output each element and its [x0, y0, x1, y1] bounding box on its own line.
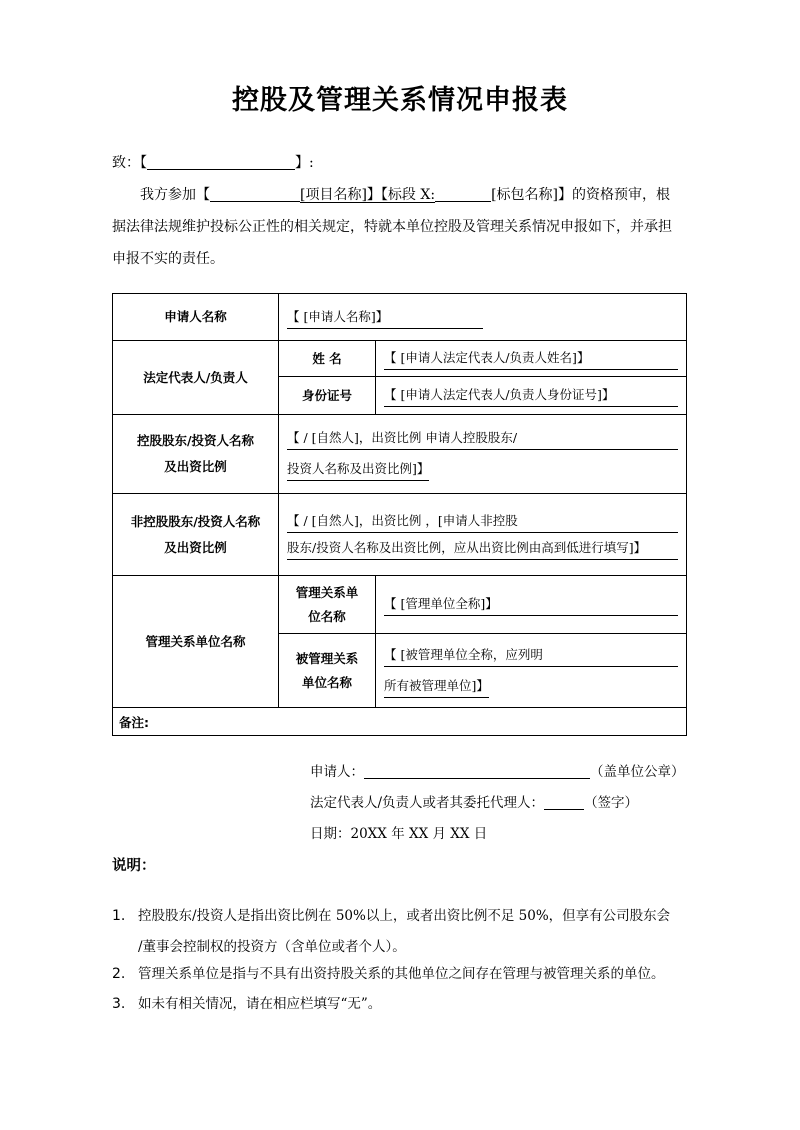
intro-line-2: 据法律法规维护投标公正性的相关规定，特就本单位控股及管理关系情况申报如下，并承担 [112, 219, 672, 235]
managed-unit-cell[interactable] [376, 634, 687, 708]
rep-sign-line [310, 791, 638, 811]
date-line: 日期：20XX 年 XX 月 XX 日 [310, 826, 488, 842]
applicant-seal-note: （盖单位公章） [590, 764, 685, 780]
intro-text-a: 我方参加【 [140, 187, 210, 203]
addressee-blank[interactable] [147, 155, 295, 170]
controlling-value-line1: 【 / [自然人]，出资比例 申请人控股股东/ [287, 427, 678, 450]
addressee-suffix: 】: [295, 155, 314, 171]
intro-line-3: 申报不实的责任。 [112, 251, 224, 267]
applicant-sign-line [310, 760, 685, 780]
noncontrolling-label-line2: 及出资比例 [164, 539, 227, 555]
remarks-cell[interactable]: 备注: [113, 708, 687, 736]
addressee-prefix: 致：【 [112, 155, 147, 171]
legal-rep-label: 法定代表人/负责人 [113, 341, 279, 415]
management-unit-value: 【 [管理单位全称]】 [384, 593, 678, 616]
intro-text-c: [标包名称]】的资格预审，根 [491, 187, 670, 203]
managed-unit-value-line2: 所有被管理单位]】 [384, 675, 489, 698]
rep-name-label: 姓 名 [279, 341, 376, 377]
controlling-shareholder-cell[interactable] [279, 415, 687, 494]
project-name-blank[interactable] [210, 187, 300, 202]
page-title: 控股及管理关系情况申报表 [232, 85, 568, 116]
rep-signature-blank[interactable] [544, 795, 584, 810]
managed-unit-label-line2: 单位名称 [301, 674, 352, 690]
applicant-seal-blank[interactable] [364, 764, 590, 779]
rep-signature-note: （签字） [584, 795, 639, 811]
note-item-1 [112, 904, 670, 924]
note-text: 管理关系单位是指与不具有出资持股关系的其他单位之间存在管理与被管理关系的单位。 [138, 966, 665, 982]
note-item-3 [112, 992, 381, 1012]
rep-id-cell[interactable] [376, 377, 687, 415]
managed-unit-value-line1: 【 [被管理单位全称，应列明 [384, 644, 678, 667]
note-number: 1. [112, 908, 126, 924]
management-unit-label-line2: 位名称 [308, 608, 346, 624]
rep-name-cell[interactable] [376, 341, 687, 377]
note-text: 控股股东/投资人是指出资比例在 50%以上，或者出资比例不足 50%，但享有公司股东会 [138, 908, 671, 924]
intro-line-1 [140, 184, 670, 204]
noncontrolling-shareholder-cell[interactable] [279, 494, 687, 576]
note-number: 2. [112, 966, 126, 982]
intro-text-b: [项目名称]】【标段 X: [300, 187, 436, 203]
controlling-shareholder-label [113, 415, 279, 494]
applicant-name-value: 【 [申请人名称]】 [287, 306, 483, 329]
note-text: 如未有相关情况，请在相应栏填写“无”。 [138, 996, 382, 1012]
lot-name-blank[interactable] [435, 187, 491, 202]
note-number: 3. [112, 996, 126, 1012]
management-unit-cell[interactable] [376, 576, 687, 634]
declaration-table [112, 293, 687, 736]
managed-unit-label-line1: 被管理关系 [295, 650, 359, 666]
noncontrolling-shareholder-label [113, 494, 279, 576]
addressee-line [112, 152, 314, 172]
controlling-label-line2: 及出资比例 [164, 459, 227, 474]
management-relation-label: 管理关系单位名称 [113, 576, 279, 708]
note-item-1-cont: /董事会控制权的投资方（含单位或者个人）。 [138, 939, 406, 955]
notes-title: 说明： [112, 858, 156, 874]
noncontrolling-label-line1: 非控股股东/投资人名称 [130, 513, 261, 529]
management-unit-label [279, 576, 376, 634]
rep-sign-label: 法定代表人/负责人或者其委托代理人： [310, 795, 545, 811]
noncontrolling-value-line2: 股东/投资人名称及出资比例，应从出资比例由高到低进行填写]】 [287, 537, 678, 560]
rep-id-label: 身份证号 [279, 377, 376, 415]
noncontrolling-value-line1: 【 / [自然人]，出资比例 ，[申请人非控股 [287, 510, 678, 533]
controlling-value-line2: 投资人名称及出资比例]】 [287, 458, 429, 481]
rep-id-value: 【 [申请人法定代表人/负责人身份证号]】 [384, 384, 678, 407]
note-item-2 [112, 962, 665, 982]
rep-name-value: 【 [申请人法定代表人/负责人姓名]】 [384, 347, 678, 370]
controlling-label-line1: 控股股东/投资人名称 [136, 433, 255, 448]
managed-unit-label [279, 634, 376, 708]
applicant-name-cell[interactable] [279, 294, 687, 341]
applicant-name-label: 申请人名称 [113, 294, 279, 341]
management-unit-label-line1: 管理关系单 [295, 584, 359, 600]
applicant-sign-label: 申请人： [310, 764, 364, 780]
